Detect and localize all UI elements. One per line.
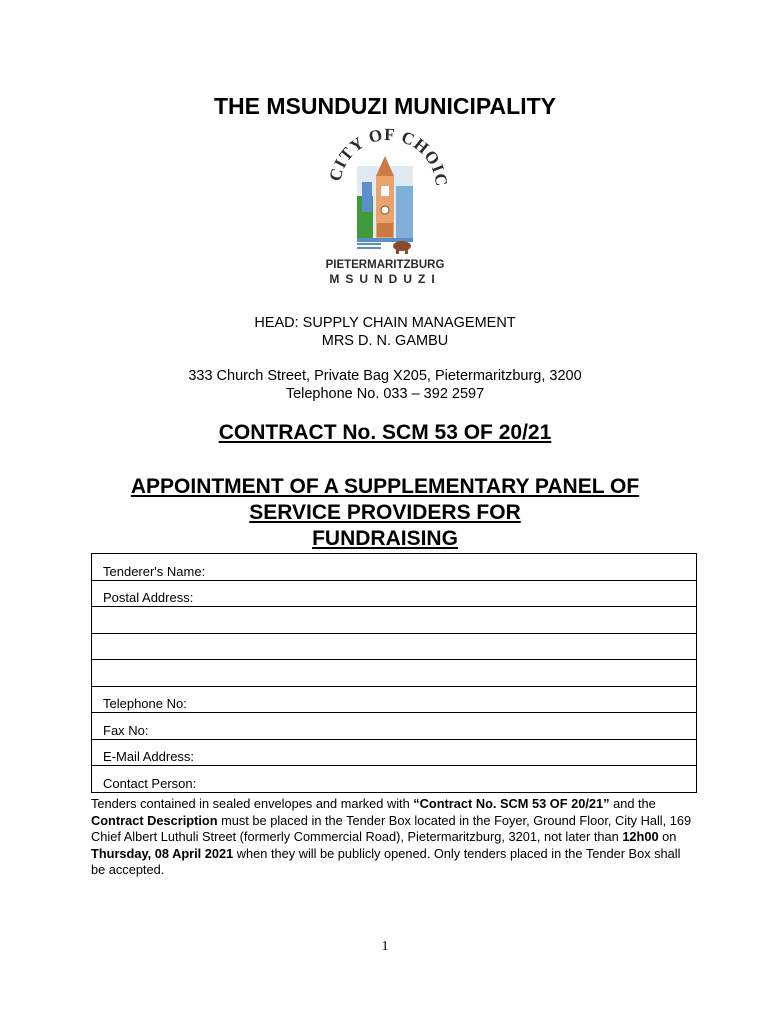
city-of-choice-emblem-icon bbox=[320, 126, 450, 286]
postal-address-line-3-field[interactable] bbox=[92, 633, 697, 660]
page-title: THE MSUNDUZI MUNICIPALITY bbox=[213, 93, 556, 119]
postal-address-line-2-field[interactable] bbox=[92, 607, 697, 634]
contact-name: MRS D. N. GAMBU bbox=[321, 333, 449, 349]
head-line: HEAD: SUPPLY CHAIN MANAGEMENT bbox=[254, 315, 516, 331]
telephone-line: Telephone No. 033 – 392 2597 bbox=[285, 386, 485, 402]
form-row-postal-address-2 bbox=[92, 607, 697, 634]
contact-person-field[interactable]: Contact Person: bbox=[92, 766, 697, 793]
logo-text-msunduzi: MSUNDUZI bbox=[329, 272, 441, 286]
notice-text-2: and the bbox=[609, 796, 656, 811]
form-row-postal-address-4 bbox=[92, 660, 697, 687]
contract-title-line-3: FUNDRAISING bbox=[312, 527, 458, 550]
notice-text-1: Tenders contained in sealed envelopes and marked with bbox=[91, 796, 414, 811]
address-line: 333 Church Street, Private Bag X205, Pietermaritzburg, 3200 bbox=[188, 368, 582, 384]
tenderer-details-form bbox=[91, 553, 697, 793]
form-row-contact-person bbox=[92, 766, 697, 793]
notice-text-3: must be placed in the Tender Box located in the Foyer, Ground Floor, City Hall, 169 Chief Albert Luthuli Street (formerly Commercial Road), Pietermaritzburg, 3201, not later than bbox=[91, 812, 692, 845]
notice-contract-ref: “Contract No. SCM 53 OF 20/21” bbox=[413, 796, 610, 811]
logo-text-pietermaritzburg: PIETERMARITZBURG bbox=[325, 259, 445, 271]
notice-text-5: when they will be publicly opened. Only tenders placed in the Tender Box shall be accepted. bbox=[91, 845, 681, 878]
tenderer-name-field[interactable]: Tenderer's Name: bbox=[92, 554, 697, 581]
municipality-logo bbox=[320, 126, 450, 286]
postal-address-field[interactable]: Postal Address: bbox=[92, 580, 697, 607]
contract-title-line-1: APPOINTMENT OF A SUPPLEMENTARY PANEL OF bbox=[130, 475, 640, 498]
page-number: 1 bbox=[381, 939, 389, 954]
telephone-field[interactable]: Telephone No: bbox=[92, 686, 697, 713]
contract-title-line-2: SERVICE PROVIDERS FOR bbox=[249, 501, 521, 524]
notice-contract-description: Contract Description bbox=[91, 812, 218, 828]
notice-text-4: on bbox=[658, 829, 677, 845]
form-row-postal-address bbox=[92, 580, 697, 607]
notice-deadline-date: Thursday, 08 April 2021 bbox=[91, 845, 234, 861]
form-row-tenderer-name bbox=[92, 554, 697, 581]
supply-chain-contact bbox=[0, 314, 770, 350]
form-row-email bbox=[92, 739, 697, 766]
contract-title bbox=[0, 474, 770, 552]
address-block bbox=[0, 367, 770, 403]
tender-submission-notice bbox=[91, 796, 697, 879]
notice-deadline-time: 12h00 bbox=[622, 829, 659, 845]
form-row-fax bbox=[92, 713, 697, 740]
fax-field[interactable]: Fax No: bbox=[92, 713, 697, 740]
email-field[interactable]: E-Mail Address: bbox=[92, 739, 697, 766]
contract-number: CONTRACT No. SCM 53 OF 20/21 bbox=[218, 421, 552, 444]
logo-arc-text: CITY OF CHOIC bbox=[325, 126, 450, 189]
form-row-telephone bbox=[92, 686, 697, 713]
postal-address-line-4-field[interactable] bbox=[92, 660, 697, 687]
form-row-postal-address-3 bbox=[92, 633, 697, 660]
